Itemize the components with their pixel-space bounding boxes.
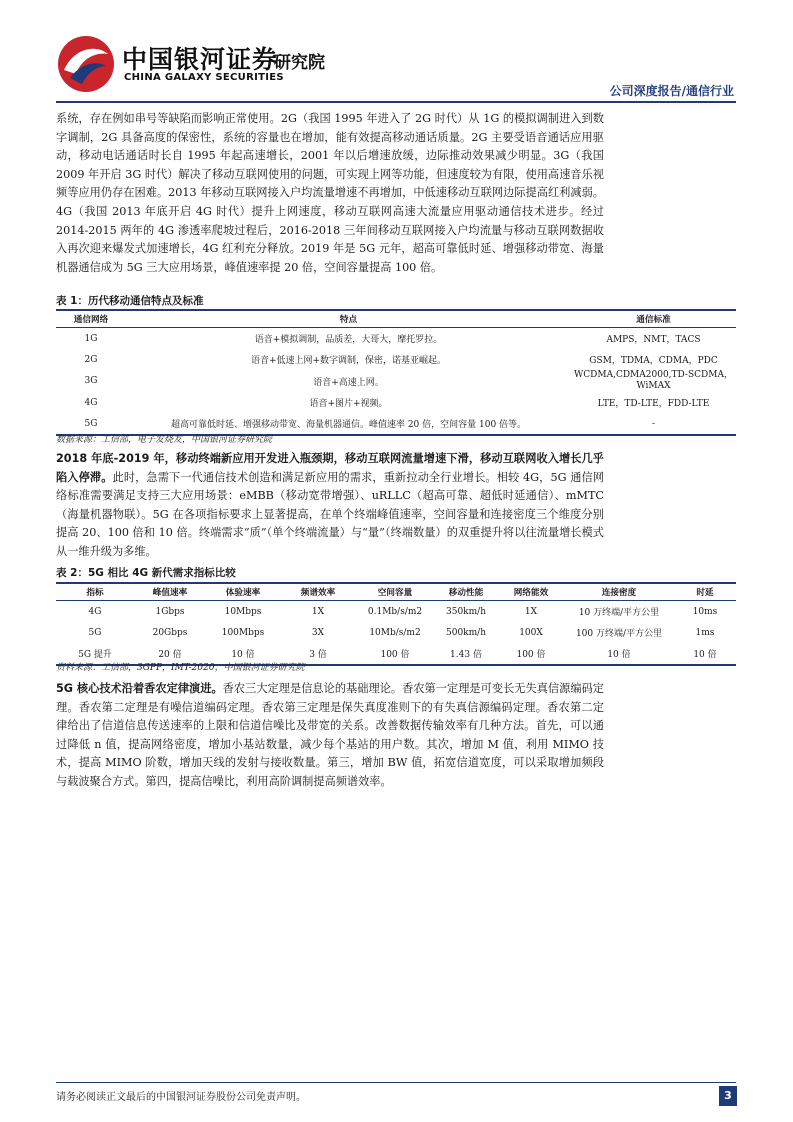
table1-header-row	[56, 310, 736, 328]
table-cell: 超高可靠低时延、增强移动带宽、海量机器通信。峰值速率 20 倍，空间容量 100 倍等。	[170, 420, 527, 430]
table-cell: 3X	[311, 627, 325, 638]
table-row	[56, 370, 736, 392]
paragraph-lead: 2018 年底-2019 年，移动终端新应用开发进入瓶颈期，移动互联网流量增速下滑，移动互联网收入增长几乎陷入停滞。	[56, 452, 604, 484]
page-header	[56, 30, 736, 102]
brand-name-en: CHINA GALAXY SECURITIES	[124, 72, 284, 83]
table2-header-cell: 连接密度	[601, 588, 637, 598]
footer-disclaimer: 请务必阅读正文最后的中国银河证券股份公司免责声明。	[56, 1092, 306, 1103]
table-cell: 语音+低速上网+数字调制，保密，诺基亚崛起。	[250, 356, 447, 366]
table-cell: LTE，TD-LTE，FDD-LTE	[597, 399, 710, 409]
table-cell: 20Gbps	[152, 627, 188, 638]
table1	[56, 309, 736, 436]
table-cell: 1X	[311, 606, 325, 617]
table2	[56, 582, 736, 666]
table-cell: 10Mbps	[224, 606, 262, 617]
table1-header-cell: 通信网络	[73, 315, 109, 325]
paragraph-body: 此时，急需下一代通信技术创造和满足新应用的需求，重新拉动全行业增长。相较 4G，5G 通信网络标准需要满足支持三大应用场景：eMBB（移动宽带增强）、uRLLC（超高可靠、超低时延通信）、mMTC（海量机器物联）。5G 在各项指标要求上显著提高，在单个终端峰值速率，空间容量和连接密度三个维度分别提高 20、100 倍和 10 倍。终端需求“质”（单个终端流量）与“量”（终端数量）的双重提升将以往流量增长模式从一维升级为多维。	[56, 470, 604, 558]
table-cell: 1G	[84, 333, 98, 344]
table-cell: 100Mbps	[221, 627, 265, 638]
table2-header-cell: 指标	[86, 588, 104, 598]
table-cell: 100 倍	[516, 650, 546, 660]
page-number: 3	[719, 1086, 737, 1106]
table-cell: 5G	[84, 418, 98, 429]
table2-header-cell: 时延	[696, 588, 714, 598]
table-row	[56, 392, 736, 413]
table-row	[56, 601, 736, 623]
table-cell: 10 倍	[231, 650, 255, 660]
paragraph-5g-demand	[56, 450, 604, 562]
table2-header-row	[56, 583, 736, 601]
report-type-label: 公司深度报告/通信行业	[609, 84, 734, 98]
table2-header-cell: 体验速率	[225, 588, 261, 598]
table-cell: 0.1Mb/s/m2	[367, 606, 423, 617]
table-cell: 2G	[84, 354, 98, 365]
table-cell: 语音+图片+视频。	[309, 399, 388, 409]
table2-header-cell: 移动性能	[448, 588, 484, 598]
intro-paragraph: 系统，存在例如串号等缺陷而影响正常使用。2G（我国 1995 年进入了 2G 时代）从 1G 的模拟调制进入到数字调制，2G 具备高度的保密性，系统的容量也在增加，能有效提高移动通话质量。2G 主要受语音通话应用驱动，移动电话通话时长自 1995 年起高速增长，2001 年以后增速放缓，边际推动效果减少明显。3G（我国 2009 年开启 3G 时代）解决了移动互联网使用的问题，可实现上网等功能，但速度较为有限，使用高速音乐视频等应用仍存在困难。2013 年移动互联网接入户均流量增速不再增加，中低速移动互联网边际提高红利减弱。4G（我国 2013 年底开启 4G 时代）提升上网速度，移动互联网高速大流量应用驱动通信技术进步。经过 2014-2015 两年的 4G 渗透率爬坡过程后，2016-2018 三年间移动互联网接入户均流量与移动互联网数据收入再次迎来爆发式加速增长，4G 红利充分释放。2019 年是 5G 元年，超高可靠低时延、增强移动带宽、海量机器通信成为 5G 三大应用场景，峰值速率提 20 倍，空间容量提高 100 倍。	[56, 112, 604, 274]
paragraph-shannon	[56, 680, 604, 792]
footer-divider	[56, 1082, 736, 1083]
institute-label: 研究院	[274, 53, 325, 73]
table-row	[56, 349, 736, 370]
table2-header-cell: 网络能效	[513, 588, 549, 598]
table-cell: 20 倍	[158, 650, 182, 660]
table-cell: 3G	[84, 376, 98, 386]
table1-header-cell: 通信标准	[636, 315, 671, 325]
table-cell: 100 万终端/平方公里	[575, 629, 663, 639]
table1-source: 数据来源：工信部，电子发烧友，中国银河证券研究院	[56, 435, 273, 445]
table-row	[56, 622, 736, 643]
table-cell: 500km/h	[446, 627, 486, 638]
brand-name-cn: 中国银河证券	[122, 45, 279, 74]
galaxy-logo-icon	[56, 34, 116, 94]
table-cell: 10 倍	[693, 650, 717, 660]
table-cell: 10 万终端/平方公里	[578, 608, 660, 618]
table1-title: 表 1：历代移动通信特点及标准	[56, 295, 204, 307]
table-cell: 4G	[84, 397, 98, 408]
table2-header-cell: 空间容量	[377, 588, 413, 598]
table-row	[56, 328, 736, 350]
table-cell: 语音+模拟调制，品质差，大哥大，摩托罗拉。	[254, 335, 443, 345]
table-cell: 5G	[88, 627, 102, 638]
table-cell: 5G 提升	[78, 650, 112, 660]
table1-header-cell: 特点	[339, 315, 358, 325]
table-cell: AMPS，NMT，TACS	[606, 335, 701, 345]
table2-header-cell: 峰值速率	[152, 588, 188, 598]
table-cell: 1X	[524, 606, 538, 617]
table-cell: 10Mb/s/m2	[369, 627, 421, 638]
table-cell: 10 倍	[607, 650, 631, 660]
table-cell: WCDMA,CDMA2000,TD-SCDMA，WiMAX	[574, 370, 733, 391]
table-cell: 语音+高速上网。	[313, 377, 384, 388]
table-cell: 4G	[88, 606, 102, 617]
table2-title: 表 2：5G 相比 4G 新代需求指标比较	[56, 567, 236, 579]
paragraph-lead: 5G 核心技术沿着香农定律演进。	[56, 682, 223, 695]
table-cell: 350km/h	[446, 606, 486, 617]
header-divider	[56, 101, 736, 103]
table-cell: 3 倍	[309, 650, 327, 660]
table-cell: 100 倍	[380, 650, 410, 660]
paragraph-body: 香农三大定理是信息论的基础理论。香农第一定理是可变长无失真信源编码定理。香农第二定理是有噪信道编码定理。香农第三定理是保失真度准则下的有失真信源编码定理。香农第二定律给出了信道信息传送速率的上限和信道信噪比及带宽的关系。改善数据传输效率有几种方法。首先，可以通过降低 n 值，提高网络密度，增加小基站数量，减少每个基站的用户数。其次，增加 M 值，利用 MIMO 技术，提高 MIMO 阶数，增加天线的发射与接收数量。第三，增加 BW 值，拓宽信道宽度，可以采取增加频段与载波聚合方式。第四，提高信噪比，利用高阶调制提高频谱效率。	[56, 682, 604, 788]
table-cell: -	[651, 418, 656, 429]
table-cell: GSM，TDMA，CDMA，PDC	[589, 356, 718, 366]
table-cell: 1ms	[695, 627, 715, 638]
table2-source: 资料来源：工信部，3GPP，IMT-2020，中国银河证券研究院	[56, 663, 305, 673]
table2-header-cell: 频谱效率	[300, 588, 336, 598]
table-cell: 100X	[519, 627, 543, 638]
table-cell: 1.43 倍	[450, 650, 482, 660]
table-cell: 10ms	[692, 606, 718, 617]
table-cell: 1Gbps	[155, 606, 185, 617]
